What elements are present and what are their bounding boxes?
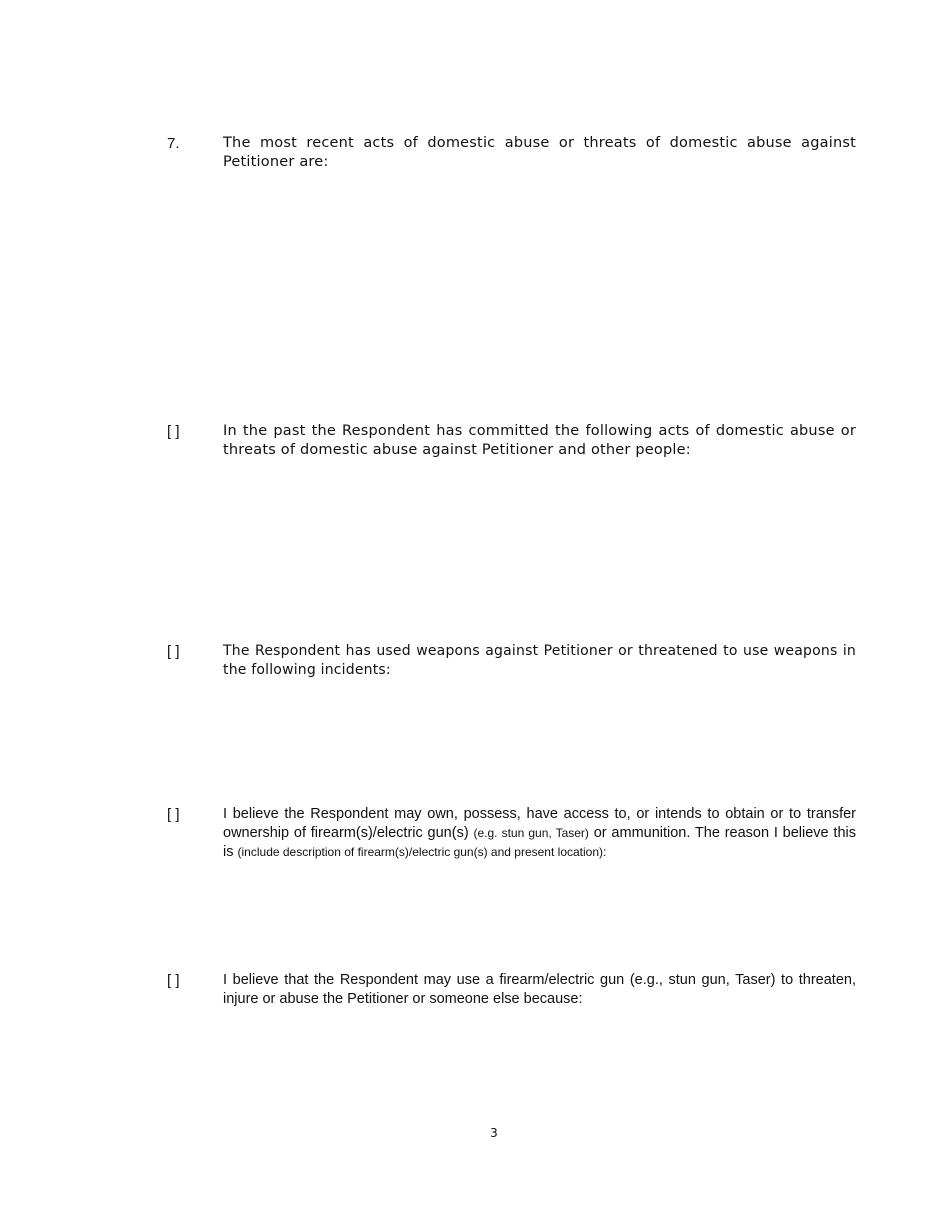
item-text: The most recent acts of domestic abuse or threats of domestic abuse against Petitioner are: xyxy=(223,135,856,170)
item-text: In the past the Respondent has committed the following acts of domestic abuse or threats of domestic abuse against Petitioner and other people: xyxy=(223,423,856,458)
checkbox-firearm-access[interactable]: [ ] xyxy=(167,806,180,823)
item-text-part: I believe the Respondent may own, possess, have access to, or intends to obtain or to transfer ownership of firearm(s)/electric gun(s) xyxy=(223,806,856,841)
item-text-note: (e.g. stun gun, Taser) xyxy=(473,826,589,840)
item-text-note: (include description of firearm(s)/electric gun(s) and present location): xyxy=(237,845,607,859)
item-text: I believe that the Respondent may use a firearm/electric gun (e.g., stun gun, Taser) to threaten, injure or abuse the Petitioner or someone else because: xyxy=(223,972,856,1007)
item-text: The Respondent has used weapons against Petitioner or threatened to use weapons in the following incidents: xyxy=(223,643,856,678)
page-number: 3 xyxy=(490,1126,498,1140)
checkbox-weapons-used[interactable]: [ ] xyxy=(167,643,180,660)
item-text xyxy=(223,805,856,862)
item-number: 7. xyxy=(167,135,180,152)
item-text-part: or ammunition. The reason I believe this is xyxy=(223,825,856,860)
checkbox-firearm-threat[interactable]: [ ] xyxy=(167,972,180,989)
checkbox-past-abuse[interactable]: [ ] xyxy=(167,423,180,440)
